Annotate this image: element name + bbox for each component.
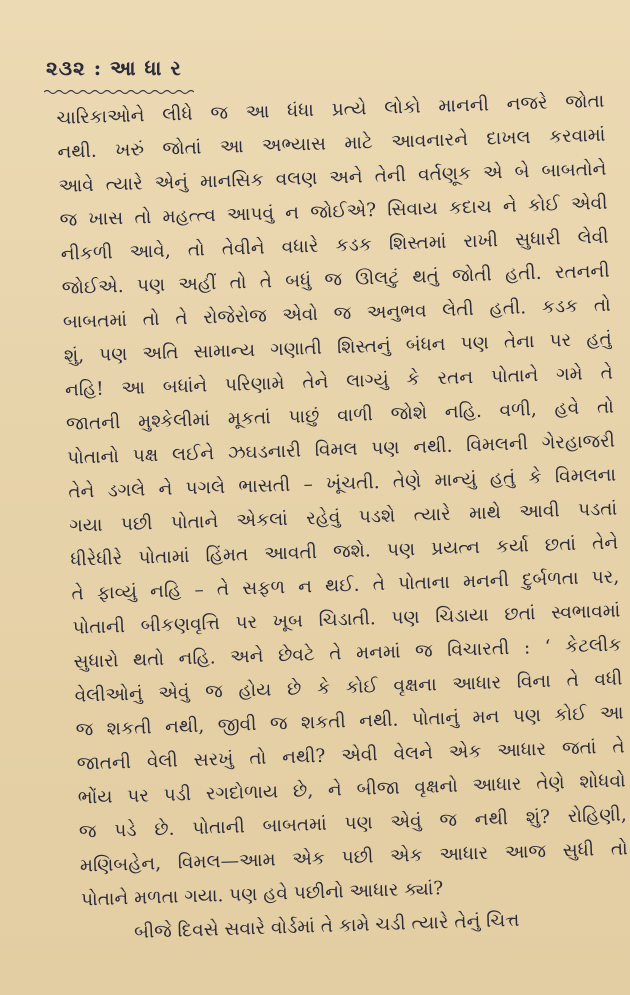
text-line: ચારિકાઓને લીધે જ આ ધંધા પ્રત્યે લોકો માનની નજરે જોતા bbox=[56, 90, 605, 129]
text-line: સુધારો થતો નહિ. અને છેવટે તે મનમાં જ વિચારતી : ‘ કેટલીક bbox=[73, 634, 622, 673]
text-line: મણિબહેન, વિમલ—આમ એક પછી એક આધાર આજ સુધી તો bbox=[79, 838, 629, 877]
text-line: પોતાને મળતા ગયા. પણ હવે પછીનો આધાર ક્યાં? bbox=[80, 878, 444, 911]
text-line: ભોંય પર પડી રગદોળાય છે, ને બીજા વૃક્ષનો આધાર તેણે શોધવો bbox=[77, 770, 626, 809]
text-line: ધીરેધીરે પોતામાં હિંમત આવતી જશે. પણ પ્રયત્ન કર્યા છતાં તેને bbox=[70, 532, 619, 571]
text-line: આવે ત્યારે એનું માનસિક વલણ અને તેની વર્તણૂક એ બે બાબતોને bbox=[58, 158, 607, 197]
text-line: ગયા પછી પોતાને એકલાં રહેવું પડશે ત્યારે માથે આવી પડતાં bbox=[69, 498, 618, 537]
text-line: તે ફાવ્યું નહિ – તે સફળ ન થઈ. તે પોતાના મનની દુર્બળતા પર, bbox=[71, 566, 620, 605]
text-line: નીકળી આવે, તો તેવીને વધારે કડક શિસ્તમાં રાખી સુધારી લેવી bbox=[60, 226, 609, 265]
text-line: જાતની વેલી સરખું તો નથી? એવી વેલને એક આધાર જતાં તે bbox=[76, 736, 625, 775]
text-line: જોઈએ. પણ અહીં તો તે બધું જ ઊલટું થતું જોતી હતી. રતનની bbox=[61, 260, 610, 299]
text-line: જ પડે છે. પોતાની બાબતમાં પણ એવું જ નથી શું? રોહિણી, bbox=[78, 804, 628, 843]
header-underline-ornament bbox=[44, 88, 194, 96]
text-line: વેલીઓનું એવું જ હોય છે કે કોઈ વૃક્ષના આધાર વિના તે વધી bbox=[74, 668, 623, 707]
text-line: બાબતમાં તો તે રોજેરોજ એવો જ અનુભવ લેતી હતી. કડક તો bbox=[62, 294, 611, 333]
text-line: નથી. ખરું જોતાં આ અભ્યાસ માટે આવનારને દાખલ કરવામાં bbox=[57, 124, 606, 163]
text-line: પોતાનો પક્ષ લઈને ઝઘડનારી વિમલ પણ નથી. વિમલની ગેરહાજરી bbox=[66, 430, 616, 469]
body-text bbox=[56, 85, 630, 952]
text-line: જાતની મુશ્કેલીમાં મૂકતાં પાછું વાળી જોશે નહિ. વળી, હવે તો bbox=[65, 396, 615, 435]
text-line: શું, પણ અતિ સામાન્ય ગણાતી શિસ્તનું બંધન પણ તેના પર હતું bbox=[63, 328, 613, 367]
paragraph bbox=[56, 85, 629, 918]
page-header: ૨૩૨ : આ ધા ર bbox=[46, 56, 182, 80]
text-line: જ ખાસ તો મહત્ત્વ આપવું ન જોઈએ? સિવાય કદાચ ને કોઈ એવી bbox=[59, 192, 608, 231]
text-line: પોતાની બીકણવૃત્તિ પર ખૂબ ચિડાતી. પણ ચિડાયા છતાં સ્વભાવમાં bbox=[72, 600, 621, 639]
text-line: નહિ! આ બધાંને પરિણામે તેને લાગ્યું કે રતન પોતાને ગમે તે bbox=[64, 362, 614, 401]
text-line: બીજે દિવસે સવારે વોર્ડમાં તે કામે ચડી ત્યારે તેનું ચિત્ત bbox=[133, 909, 520, 943]
text-line: જ શકતી નથી, જીવી જ શકતી નથી. પોતાનું મન પણ કોઈ આ bbox=[75, 702, 624, 741]
text-line: તેને ડગલે ને પગલે ભાસતી – ખૂંચતી. તેણે માન્યું હતું કે વિમલના bbox=[67, 464, 617, 503]
